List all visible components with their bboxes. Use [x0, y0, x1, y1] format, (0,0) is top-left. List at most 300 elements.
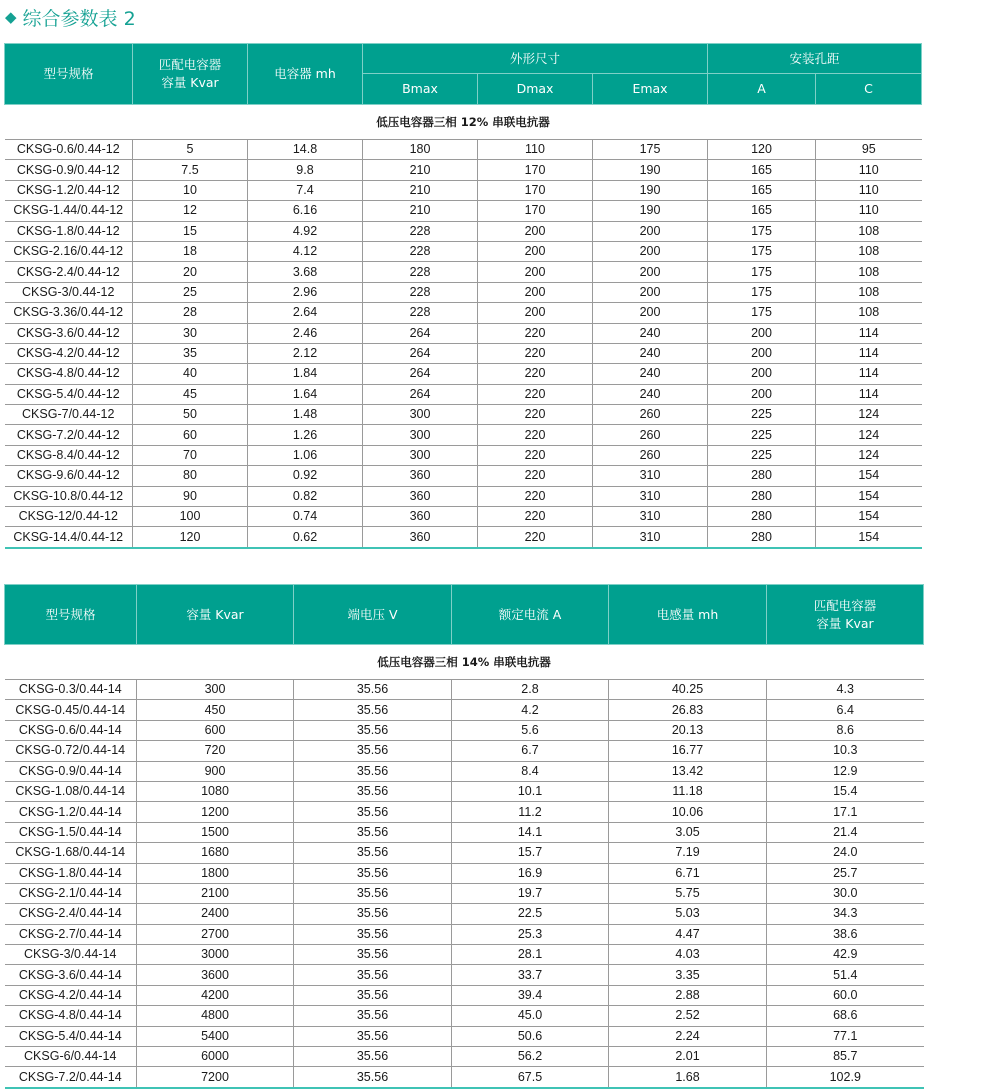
- cell-emax: 200: [593, 303, 708, 323]
- cell-inductance: 16.77: [609, 741, 767, 761]
- table-row: [5, 527, 922, 548]
- cell-capacity: 80: [133, 466, 248, 486]
- table-row: [5, 1006, 924, 1026]
- cell-model: CKSG-0.9/0.44-14: [5, 761, 137, 781]
- cell-bmax: 264: [363, 364, 478, 384]
- cell-inductance: 1.64: [248, 384, 363, 404]
- table-row: [5, 160, 922, 180]
- cell-model: CKSG-2.4/0.44-12: [5, 262, 133, 282]
- cell-inductance: 9.8: [248, 160, 363, 180]
- table-row: [5, 405, 922, 425]
- cell-model: CKSG-9.6/0.44-12: [5, 466, 133, 486]
- cell-model: CKSG-7.2/0.44-14: [5, 1067, 137, 1088]
- cell-c: 108: [816, 262, 922, 282]
- cell-voltage: 35.56: [294, 680, 452, 700]
- table-row: [5, 843, 924, 863]
- cell-a: 165: [708, 201, 816, 221]
- cell-emax: 190: [593, 180, 708, 200]
- cell-inductance: 4.47: [609, 924, 767, 944]
- cell-capacity: 900: [137, 761, 294, 781]
- cell-capacity: 45: [133, 384, 248, 404]
- cell-voltage: 35.56: [294, 965, 452, 985]
- cell-current: 39.4: [452, 985, 609, 1005]
- cell-model: CKSG-3.36/0.44-12: [5, 303, 133, 323]
- cell-current: 45.0: [452, 1006, 609, 1026]
- cell-a: 200: [708, 343, 816, 363]
- header-match-line2: 容量 Kvar: [816, 615, 874, 631]
- cell-dmax: 220: [478, 486, 593, 506]
- cell-current: 2.8: [452, 680, 609, 700]
- cell-a: 120: [708, 140, 816, 160]
- cell-inductance: 3.35: [609, 965, 767, 985]
- cell-match-capacity: 21.4: [767, 822, 924, 842]
- cell-capacity: 5: [133, 140, 248, 160]
- table-row: [5, 201, 922, 221]
- header-match-line1: 匹配电容器: [813, 597, 877, 613]
- cell-current: 67.5: [452, 1067, 609, 1088]
- cell-c: 95: [816, 140, 922, 160]
- cell-model: CKSG-1.68/0.44-14: [5, 843, 137, 863]
- cell-a: 175: [708, 303, 816, 323]
- cell-c: 154: [816, 486, 922, 506]
- cell-dmax: 220: [478, 466, 593, 486]
- cell-inductance: 1.68: [609, 1067, 767, 1088]
- cell-inductance: 2.12: [248, 343, 363, 363]
- cell-a: 200: [708, 323, 816, 343]
- cell-voltage: 35.56: [294, 1067, 452, 1088]
- cell-capacity: 3000: [137, 945, 294, 965]
- cell-inductance: 20.13: [609, 720, 767, 740]
- table-row: [5, 507, 922, 527]
- table-row: [5, 720, 924, 740]
- cell-voltage: 35.56: [294, 1047, 452, 1067]
- cell-capacity: 1500: [137, 822, 294, 842]
- cell-current: 10.1: [452, 781, 609, 801]
- cell-capacity: 40: [133, 364, 248, 384]
- table-row: [5, 883, 924, 903]
- cell-voltage: 35.56: [294, 700, 452, 720]
- table-row: [5, 985, 924, 1005]
- cell-emax: 200: [593, 241, 708, 261]
- cell-a: 175: [708, 241, 816, 261]
- table-row: [5, 761, 924, 781]
- cell-emax: 200: [593, 262, 708, 282]
- cell-a: 225: [708, 425, 816, 445]
- cell-emax: 200: [593, 282, 708, 302]
- cell-model: CKSG-1.2/0.44-12: [5, 180, 133, 200]
- cell-voltage: 35.56: [294, 945, 452, 965]
- cell-bmax: 300: [363, 445, 478, 465]
- cell-bmax: 360: [363, 486, 478, 506]
- cell-model: CKSG-4.8/0.44-12: [5, 364, 133, 384]
- cell-voltage: 35.56: [294, 843, 452, 863]
- header-emax: Emax: [593, 74, 708, 105]
- cell-inductance: 1.06: [248, 445, 363, 465]
- cell-voltage: 35.56: [294, 720, 452, 740]
- cell-capacity: 120: [133, 527, 248, 548]
- table-row: [5, 904, 924, 924]
- cell-capacity: 300: [137, 680, 294, 700]
- cell-match-capacity: 102.9: [767, 1067, 924, 1088]
- cell-model: CKSG-2.16/0.44-12: [5, 241, 133, 261]
- cell-model: CKSG-0.3/0.44-14: [5, 680, 137, 700]
- table-row: [5, 822, 924, 842]
- parameter-table-14-percent: [4, 584, 924, 1089]
- table-row: [5, 1047, 924, 1067]
- cell-dmax: 220: [478, 425, 593, 445]
- cell-capacity: 2700: [137, 924, 294, 944]
- cell-capacity: 2400: [137, 904, 294, 924]
- cell-c: 124: [816, 405, 922, 425]
- cell-inductance: 2.24: [609, 1026, 767, 1046]
- cell-capacity: 1680: [137, 843, 294, 863]
- table-row: [5, 364, 922, 384]
- cell-inductance: 1.48: [248, 405, 363, 425]
- cell-match-capacity: 25.7: [767, 863, 924, 883]
- header-c: C: [816, 74, 922, 105]
- cell-emax: 260: [593, 405, 708, 425]
- cell-bmax: 360: [363, 527, 478, 548]
- cell-inductance: 2.46: [248, 323, 363, 343]
- cell-emax: 310: [593, 486, 708, 506]
- cell-c: 124: [816, 445, 922, 465]
- table-row: [5, 466, 922, 486]
- cell-model: CKSG-1.44/0.44-12: [5, 201, 133, 221]
- parameter-table-12-percent: [4, 43, 922, 549]
- header-match-capacity: [767, 585, 924, 645]
- table-row: [5, 741, 924, 761]
- cell-model: CKSG-0.9/0.44-12: [5, 160, 133, 180]
- table-row: [5, 140, 922, 160]
- cell-inductance: 2.64: [248, 303, 363, 323]
- cell-dmax: 170: [478, 180, 593, 200]
- cell-c: 154: [816, 507, 922, 527]
- cell-match-capacity: 34.3: [767, 904, 924, 924]
- cell-c: 108: [816, 221, 922, 241]
- diamond-icon: ◆: [5, 8, 17, 26]
- cell-voltage: 35.56: [294, 883, 452, 903]
- cell-dmax: 220: [478, 343, 593, 363]
- table-row: [5, 924, 924, 944]
- cell-voltage: 35.56: [294, 904, 452, 924]
- cell-capacity: 18: [133, 241, 248, 261]
- cell-match-capacity: 15.4: [767, 781, 924, 801]
- cell-dmax: 220: [478, 323, 593, 343]
- cell-model: CKSG-10.8/0.44-12: [5, 486, 133, 506]
- cell-model: CKSG-1.08/0.44-14: [5, 781, 137, 801]
- cell-capacity: 90: [133, 486, 248, 506]
- cell-model: CKSG-5.4/0.44-14: [5, 1026, 137, 1046]
- cell-a: 200: [708, 364, 816, 384]
- section-title: 低压电容器三相 14% 串联电抗器: [377, 655, 551, 669]
- cell-dmax: 200: [478, 262, 593, 282]
- cell-current: 11.2: [452, 802, 609, 822]
- cell-dmax: 200: [478, 241, 593, 261]
- table-row: [5, 445, 922, 465]
- cell-emax: 310: [593, 527, 708, 548]
- cell-current: 33.7: [452, 965, 609, 985]
- cell-emax: 240: [593, 364, 708, 384]
- cell-match-capacity: 42.9: [767, 945, 924, 965]
- cell-current: 14.1: [452, 822, 609, 842]
- cell-current: 4.2: [452, 700, 609, 720]
- cell-voltage: 35.56: [294, 822, 452, 842]
- cell-inductance: 0.92: [248, 466, 363, 486]
- cell-inductance: 3.05: [609, 822, 767, 842]
- cell-bmax: 360: [363, 507, 478, 527]
- cell-emax: 175: [593, 140, 708, 160]
- section-title: 低压电容器三相 12% 串联电抗器: [376, 115, 550, 129]
- cell-current: 6.7: [452, 741, 609, 761]
- header-voltage: 端电压 V: [294, 585, 452, 645]
- cell-model: CKSG-8.4/0.44-12: [5, 445, 133, 465]
- cell-model: CKSG-2.7/0.44-14: [5, 924, 137, 944]
- cell-match-capacity: 60.0: [767, 985, 924, 1005]
- cell-a: 280: [708, 466, 816, 486]
- cell-model: CKSG-4.8/0.44-14: [5, 1006, 137, 1026]
- cell-capacity: 1800: [137, 863, 294, 883]
- header-inductance: 电容器 mh: [248, 44, 363, 105]
- cell-inductance: 1.84: [248, 364, 363, 384]
- cell-match-capacity: 30.0: [767, 883, 924, 903]
- cell-c: 108: [816, 241, 922, 261]
- cell-inductance: 4.03: [609, 945, 767, 965]
- cell-c: 114: [816, 323, 922, 343]
- cell-match-capacity: 51.4: [767, 965, 924, 985]
- cell-match-capacity: 68.6: [767, 1006, 924, 1026]
- cell-current: 5.6: [452, 720, 609, 740]
- cell-c: 114: [816, 384, 922, 404]
- cell-inductance: 5.75: [609, 883, 767, 903]
- table-row: [5, 384, 922, 404]
- cell-current: 8.4: [452, 761, 609, 781]
- cell-model: CKSG-0.45/0.44-14: [5, 700, 137, 720]
- cell-emax: 240: [593, 343, 708, 363]
- cell-voltage: 35.56: [294, 781, 452, 801]
- cell-model: CKSG-4.2/0.44-12: [5, 343, 133, 363]
- cell-dmax: 170: [478, 160, 593, 180]
- cell-capacity: 7200: [137, 1067, 294, 1088]
- cell-capacity: 600: [137, 720, 294, 740]
- header-current: 额定电流 A: [452, 585, 609, 645]
- table-row: [5, 1067, 924, 1088]
- cell-match-capacity: 4.3: [767, 680, 924, 700]
- table-row: [5, 343, 922, 363]
- header-bmax: Bmax: [363, 74, 478, 105]
- header-outline-group: 外形尺寸: [363, 44, 708, 74]
- cell-inductance: 10.06: [609, 802, 767, 822]
- cell-model: CKSG-1.8/0.44-12: [5, 221, 133, 241]
- cell-capacity: 50: [133, 405, 248, 425]
- cell-capacity: 70: [133, 445, 248, 465]
- cell-voltage: 35.56: [294, 761, 452, 781]
- cell-c: 154: [816, 527, 922, 548]
- cell-a: 200: [708, 384, 816, 404]
- cell-capacity: 20: [133, 262, 248, 282]
- page-title-text: 综合参数表 2: [22, 7, 136, 30]
- cell-dmax: 220: [478, 364, 593, 384]
- cell-inductance: 4.12: [248, 241, 363, 261]
- cell-capacity: 12: [133, 201, 248, 221]
- cell-capacity: 4200: [137, 985, 294, 1005]
- cell-match-capacity: 77.1: [767, 1026, 924, 1046]
- cell-inductance: 3.68: [248, 262, 363, 282]
- cell-bmax: 264: [363, 343, 478, 363]
- header-capacity: [133, 44, 248, 105]
- cell-model: CKSG-1.2/0.44-14: [5, 802, 137, 822]
- table-row: [5, 781, 924, 801]
- table-row: [5, 1026, 924, 1046]
- cell-model: CKSG-12/0.44-12: [5, 507, 133, 527]
- cell-inductance: 7.4: [248, 180, 363, 200]
- cell-capacity: 2100: [137, 883, 294, 903]
- cell-model: CKSG-14.4/0.44-12: [5, 527, 133, 548]
- cell-bmax: 180: [363, 140, 478, 160]
- cell-capacity: 15: [133, 221, 248, 241]
- cell-capacity: 1200: [137, 802, 294, 822]
- header-capacity-line2: 容量 Kvar: [161, 75, 219, 90]
- cell-current: 50.6: [452, 1026, 609, 1046]
- cell-voltage: 35.56: [294, 1026, 452, 1046]
- cell-capacity: 28: [133, 303, 248, 323]
- cell-match-capacity: 17.1: [767, 802, 924, 822]
- cell-bmax: 264: [363, 384, 478, 404]
- cell-model: CKSG-3.6/0.44-12: [5, 323, 133, 343]
- cell-c: 154: [816, 466, 922, 486]
- header-capacity-line1: 匹配电容器: [158, 57, 222, 72]
- cell-capacity: 1080: [137, 781, 294, 801]
- cell-dmax: 220: [478, 384, 593, 404]
- cell-inductance: 2.88: [609, 985, 767, 1005]
- cell-dmax: 220: [478, 445, 593, 465]
- table-row: [5, 282, 922, 302]
- cell-c: 110: [816, 201, 922, 221]
- table-row: [5, 700, 924, 720]
- table-row: [5, 802, 924, 822]
- cell-model: CKSG-1.8/0.44-14: [5, 863, 137, 883]
- cell-current: 25.3: [452, 924, 609, 944]
- cell-inductance: 0.82: [248, 486, 363, 506]
- cell-current: 19.7: [452, 883, 609, 903]
- cell-current: 22.5: [452, 904, 609, 924]
- cell-capacity: 25: [133, 282, 248, 302]
- cell-match-capacity: 24.0: [767, 843, 924, 863]
- cell-a: 175: [708, 262, 816, 282]
- header-dmax: Dmax: [478, 74, 593, 105]
- cell-current: 56.2: [452, 1047, 609, 1067]
- header-model: 型号规格: [5, 44, 133, 105]
- cell-match-capacity: 6.4: [767, 700, 924, 720]
- cell-inductance: 7.19: [609, 843, 767, 863]
- cell-capacity: 5400: [137, 1026, 294, 1046]
- cell-capacity: 60: [133, 425, 248, 445]
- cell-emax: 240: [593, 323, 708, 343]
- cell-model: CKSG-0.6/0.44-14: [5, 720, 137, 740]
- cell-inductance: 5.03: [609, 904, 767, 924]
- cell-bmax: 228: [363, 241, 478, 261]
- cell-a: 175: [708, 282, 816, 302]
- cell-c: 108: [816, 303, 922, 323]
- cell-a: 175: [708, 221, 816, 241]
- header-mount-group: 安装孔距: [708, 44, 922, 74]
- cell-capacity: 100: [133, 507, 248, 527]
- cell-inductance: 1.26: [248, 425, 363, 445]
- cell-inductance: 0.74: [248, 507, 363, 527]
- page-title: [5, 4, 136, 30]
- cell-emax: 200: [593, 221, 708, 241]
- cell-a: 225: [708, 445, 816, 465]
- cell-current: 28.1: [452, 945, 609, 965]
- cell-match-capacity: 10.3: [767, 741, 924, 761]
- cell-bmax: 228: [363, 221, 478, 241]
- cell-c: 110: [816, 180, 922, 200]
- cell-dmax: 200: [478, 221, 593, 241]
- cell-a: 280: [708, 486, 816, 506]
- cell-dmax: 200: [478, 303, 593, 323]
- cell-voltage: 35.56: [294, 863, 452, 883]
- cell-inductance: 2.52: [609, 1006, 767, 1026]
- cell-a: 280: [708, 507, 816, 527]
- cell-voltage: 35.56: [294, 924, 452, 944]
- cell-model: CKSG-7/0.44-12: [5, 405, 133, 425]
- cell-bmax: 210: [363, 201, 478, 221]
- table-row: [5, 303, 922, 323]
- table-row: [5, 486, 922, 506]
- header-inductance: 电感量 mh: [609, 585, 767, 645]
- cell-current: 16.9: [452, 863, 609, 883]
- cell-emax: 190: [593, 201, 708, 221]
- cell-capacity: 7.5: [133, 160, 248, 180]
- cell-match-capacity: 38.6: [767, 924, 924, 944]
- cell-inductance: 14.8: [248, 140, 363, 160]
- cell-model: CKSG-0.6/0.44-12: [5, 140, 133, 160]
- table-row: [5, 945, 924, 965]
- cell-emax: 310: [593, 466, 708, 486]
- cell-c: 114: [816, 343, 922, 363]
- cell-dmax: 220: [478, 527, 593, 548]
- cell-c: 114: [816, 364, 922, 384]
- cell-inductance: 26.83: [609, 700, 767, 720]
- cell-current: 15.7: [452, 843, 609, 863]
- cell-inductance: 11.18: [609, 781, 767, 801]
- cell-model: CKSG-4.2/0.44-14: [5, 985, 137, 1005]
- cell-capacity: 10: [133, 180, 248, 200]
- table-row: [5, 425, 922, 445]
- table-row: [5, 323, 922, 343]
- cell-capacity: 35: [133, 343, 248, 363]
- cell-voltage: 35.56: [294, 802, 452, 822]
- cell-inductance: 2.96: [248, 282, 363, 302]
- cell-capacity: 6000: [137, 1047, 294, 1067]
- cell-model: CKSG-3/0.44-14: [5, 945, 137, 965]
- cell-model: CKSG-6/0.44-14: [5, 1047, 137, 1067]
- cell-model: CKSG-3.6/0.44-14: [5, 965, 137, 985]
- cell-dmax: 220: [478, 405, 593, 425]
- cell-emax: 260: [593, 445, 708, 465]
- cell-match-capacity: 8.6: [767, 720, 924, 740]
- cell-capacity: 30: [133, 323, 248, 343]
- cell-model: CKSG-0.72/0.44-14: [5, 741, 137, 761]
- cell-capacity: 720: [137, 741, 294, 761]
- table-row: [5, 262, 922, 282]
- cell-emax: 240: [593, 384, 708, 404]
- cell-c: 124: [816, 425, 922, 445]
- cell-dmax: 110: [478, 140, 593, 160]
- cell-match-capacity: 12.9: [767, 761, 924, 781]
- cell-emax: 260: [593, 425, 708, 445]
- header-model: 型号规格: [5, 585, 137, 645]
- cell-capacity: 3600: [137, 965, 294, 985]
